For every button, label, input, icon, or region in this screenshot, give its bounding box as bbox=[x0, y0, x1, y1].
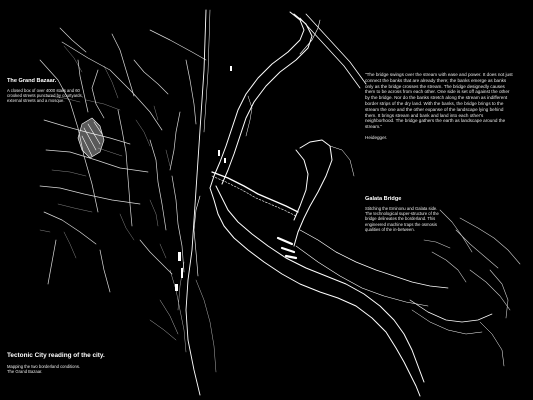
footer-line-1: Mapping the two borderland conditions. bbox=[7, 364, 81, 369]
footer-caption bbox=[7, 352, 157, 374]
building-footprints bbox=[175, 66, 232, 291]
galata-bridge bbox=[212, 172, 298, 216]
southwest-fabric bbox=[150, 262, 216, 372]
galata-heading: Galata Bridge bbox=[365, 196, 402, 202]
grand-bazaar-heading: The Grand Bazaar. bbox=[7, 78, 57, 84]
grand-bazaar-annotation bbox=[7, 78, 85, 104]
quote-author: Heidegger. bbox=[365, 134, 388, 140]
north-diagonals bbox=[300, 14, 366, 88]
bazaar-street-network bbox=[40, 28, 206, 292]
grand-bazaar-description: A closed box of over 4000 stalls and 60 crooked streets punctured by courtyards, external streets and a mosque. bbox=[7, 88, 83, 104]
southeast-coast bbox=[410, 300, 504, 366]
footer-line-2: The Grand Bazaar. bbox=[7, 369, 43, 375]
galata-description: Stitching the Eminonu and Galata side. The technological super-structure of the bridge delineates the borderland. This engineered machine traps the osmosis qualities of the in-between. bbox=[365, 206, 439, 232]
galata-bridge-annotation bbox=[365, 196, 443, 232]
golden-horn-shoreline bbox=[210, 12, 320, 188]
heidegger-quote: "The bridge swings over the stream with ease and power. It does not just connect the banks that are already there; the banks emerge as banks only as the bridge crosses the stream. The bridge designedly causes them to be across from each other. One side is set off against the other by the bridge. Nor do the banks stretch along the stream as indifferent border strips of the dry land. With the banks, the bridge brings to the stream the one and the other expanse of the landscape lying behind them. It brings stream and bank and land into each other's neighborhood. The bridge gathers the earth as landscape around the stream." bbox=[365, 72, 513, 130]
bazaar-block bbox=[78, 118, 104, 158]
footer-title: Tectonic City reading of the city. bbox=[7, 352, 105, 359]
heidegger-quote-block bbox=[365, 72, 513, 141]
